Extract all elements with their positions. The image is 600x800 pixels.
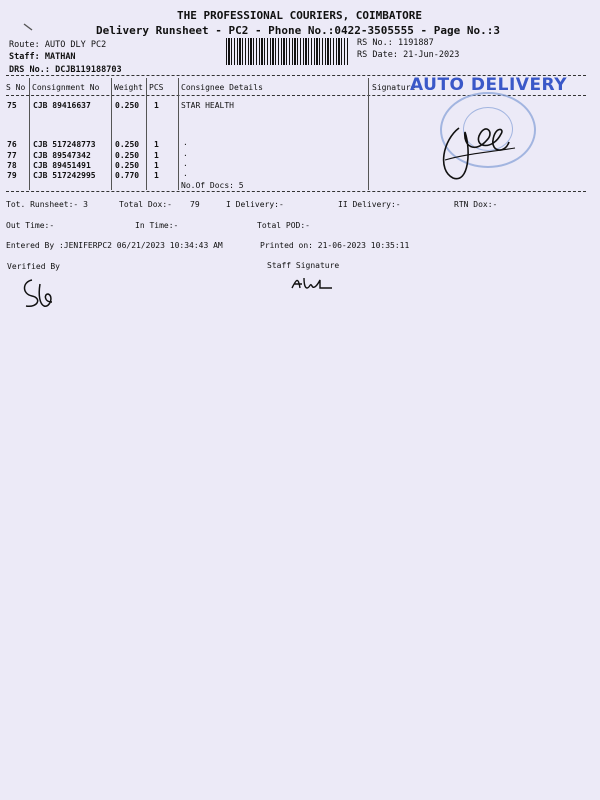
row-79-consignment: CJB 517242995: [33, 171, 96, 180]
staff-signature: [288, 272, 338, 294]
row-75-consignment: CJB 89416637: [33, 101, 91, 110]
rs-no-line: [357, 38, 434, 48]
row-76-consignee: .: [183, 138, 188, 147]
route-label: Route:: [9, 40, 40, 50]
verified-by-signature: [18, 274, 68, 314]
row-79-consignee: .: [183, 169, 188, 178]
total-runsheet: Tot. Runsheet:- 3: [6, 200, 88, 209]
route-line: [9, 40, 106, 50]
row-76-weight: 0.250: [115, 140, 140, 149]
rs-no-value: 1191887: [397, 38, 434, 48]
rtn-dox: RTN Dox:-: [454, 200, 498, 209]
total-pod: Total POD:-: [257, 221, 310, 230]
col-line: [146, 78, 147, 190]
row-77-sno: 77: [7, 151, 17, 160]
staff-label: Staff:: [9, 52, 40, 62]
row-75-sno: 75: [7, 101, 17, 110]
row-76-pcs: 1: [154, 140, 159, 149]
ii-delivery: II Delivery:-: [338, 200, 401, 209]
barcode: [226, 38, 348, 65]
col-line: [29, 78, 30, 190]
drs-value: DCJB119188703: [55, 65, 122, 75]
runsheet-subtitle: Delivery Runsheet - PC2 - Phone No.:0422-3505555 - Page No.:3: [96, 24, 500, 37]
printed-on: Printed on: 21-06-2023 10:35:11: [260, 241, 410, 250]
consignee-signature: [435, 110, 525, 190]
entered-by: Entered By :JENIFERPC2 06/21/2023 10:34:43 AM: [6, 241, 223, 250]
row-75-pcs: 1: [154, 101, 159, 110]
col-line: [368, 78, 369, 190]
col-consignee-header: Consignee Details: [181, 83, 263, 92]
in-time: In Time:-: [135, 221, 179, 230]
col-line: [178, 78, 179, 190]
row-78-pcs: 1: [154, 161, 159, 170]
rs-date-value: 21-Jun-2023: [403, 50, 460, 60]
rs-date-line: [357, 50, 459, 60]
row-79-pcs: 1: [154, 171, 159, 180]
row-79-sno: 79: [7, 171, 17, 180]
row-76-sno: 76: [7, 140, 17, 149]
col-line: [111, 78, 112, 190]
row-76-consignment: CJB 517248773: [33, 140, 96, 149]
row-77-pcs: 1: [154, 151, 159, 160]
row-75-consignee: STAR HEALTH: [181, 101, 234, 110]
verified-by-label: Verified By: [7, 262, 60, 271]
row-79-weight: 0.770: [115, 171, 140, 180]
route-value: AUTO DLY PC2: [44, 40, 107, 50]
rs-no-label: RS No.:: [357, 38, 393, 48]
col-consignment-header: Consignment No: [32, 83, 100, 92]
row-78-consignment: CJB 89451491: [33, 161, 91, 170]
total-dox-label: Total Dox:-: [119, 200, 172, 209]
staff-line: [9, 52, 76, 62]
staple-mark-icon: [22, 22, 36, 34]
company-name: THE PROFESSIONAL COURIERS, COIMBATORE: [177, 9, 423, 22]
total-dox-value: 79: [190, 200, 200, 209]
staff-signature-label: Staff Signature: [267, 261, 340, 270]
divider-bottom: [6, 191, 586, 192]
row-78-weight: 0.250: [115, 161, 140, 170]
drs-label: DRS No.:: [9, 65, 50, 75]
row-78-consignee: .: [183, 159, 188, 168]
out-time: Out Time:-: [6, 221, 55, 230]
i-delivery: I Delivery:-: [226, 200, 284, 209]
row-78-sno: 78: [7, 161, 17, 170]
drs-line: [9, 65, 122, 75]
staff-value: MATHAN: [44, 52, 76, 62]
col-sno-header: S No: [6, 83, 26, 92]
row-77-consignee: .: [183, 149, 188, 158]
col-pcs-header: PCS: [149, 83, 164, 92]
row-75-weight: 0.250: [115, 101, 140, 110]
rs-date-label: RS Date:: [357, 50, 398, 60]
row-77-consignment: CJB 89547342: [33, 151, 91, 160]
no-of-docs: No.Of Docs: 5: [181, 181, 244, 190]
row-77-weight: 0.250: [115, 151, 140, 160]
col-weight-header: Weight: [114, 83, 143, 92]
col-signature-header: Signature: [372, 83, 416, 92]
auto-delivery-stamp: AUTO DELIVERY: [410, 75, 568, 95]
